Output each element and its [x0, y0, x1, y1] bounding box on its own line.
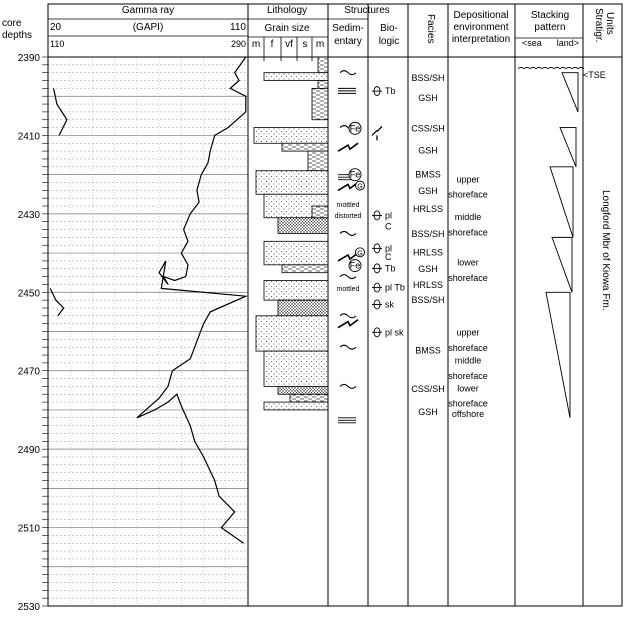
- lithology-bed: [256, 171, 328, 195]
- biologic-label: pl sk: [385, 327, 404, 338]
- stacking-triangle: [546, 292, 570, 417]
- ripple-symbol: [340, 71, 356, 75]
- ripple-symbol: [340, 384, 356, 388]
- ripple-symbol: [340, 345, 356, 349]
- sedimentary-label-1: Sedim-: [332, 23, 364, 34]
- mineral-circle-label: G: [357, 183, 363, 191]
- stacking-triangle: [550, 167, 573, 238]
- interpretation-label: upper: [456, 327, 480, 338]
- lithology-bed: [282, 265, 328, 273]
- tse-surface-label: <TSE: [583, 70, 606, 80]
- interpretation-label: shoreface: [448, 370, 488, 381]
- lithology-bed: [264, 241, 328, 265]
- sedimentary-label-2: entary: [334, 36, 362, 47]
- stacking-pattern-column: [518, 67, 584, 418]
- depositional-label-2: environment: [453, 22, 509, 33]
- ripple-symbol: [340, 231, 356, 235]
- interpretation-label: shoreface: [448, 272, 488, 283]
- biologic-label: C: [385, 251, 392, 262]
- outer-frame: [48, 4, 622, 606]
- depth-label: 2410: [17, 131, 40, 143]
- facies-label: BSS/SH: [411, 72, 445, 83]
- grain-size-label: Grain size: [264, 23, 310, 34]
- column-frame: [48, 4, 622, 606]
- biologic-label: sk: [385, 299, 394, 310]
- trace-fossil-symbol: [372, 127, 382, 141]
- ripple-symbol: [340, 275, 356, 279]
- lithology-bed: [278, 386, 328, 394]
- interpretation-label: shoreface: [448, 227, 488, 238]
- stacking-title-2: pattern: [534, 22, 566, 33]
- lithology-bed: [264, 281, 328, 301]
- stacking-triangle: [562, 73, 578, 112]
- facies-label: BSS/SH: [411, 229, 445, 240]
- grain-class-m2: m: [315, 39, 325, 50]
- interpretation-label: shoreface: [448, 398, 488, 409]
- depth-label: 2530: [17, 602, 40, 613]
- facies-label: HRLSS: [412, 247, 444, 258]
- sedimentary-labels: [335, 202, 362, 293]
- grain-class-vf: vf: [285, 39, 293, 50]
- depth-label: 2490: [17, 445, 40, 457]
- interpretation-label: lower: [457, 257, 479, 268]
- lithology-bed: [264, 402, 328, 410]
- facies-label: GSH: [418, 186, 438, 197]
- interpretation-column: [448, 174, 488, 419]
- lithology-bed: [308, 151, 328, 171]
- lithology-bed: [318, 57, 328, 73]
- lithology-bed: [264, 351, 328, 386]
- facies-label: GSH: [418, 263, 438, 274]
- biologic-label: Tb: [385, 263, 396, 274]
- stratigraphic-title-2: Units: [604, 12, 615, 35]
- gamma-scale-bottom-left: 110: [50, 39, 65, 49]
- flame-symbol: [338, 143, 358, 151]
- stacking-sea: <sea: [522, 38, 542, 48]
- depositional-label-3: interpretation: [451, 34, 511, 45]
- interpretation-label: shoreface: [448, 189, 488, 200]
- stratigraphic-title-1: Stratigr.: [593, 8, 604, 43]
- facies-label: HRLSS: [412, 280, 444, 291]
- biologic-label: pl Tb: [385, 282, 405, 293]
- core-depths-label-2: depths: [2, 30, 33, 41]
- gamma-unit: (GAPI): [132, 22, 164, 33]
- gamma-ray-title: Gamma ray: [121, 5, 175, 16]
- lithology-bed: [256, 316, 328, 351]
- sedimentary-label: mottled: [336, 285, 360, 293]
- biologic-label: Tb: [385, 86, 396, 97]
- biologic-label-2: logic: [378, 36, 400, 47]
- ripple-symbol: [340, 314, 356, 318]
- biologic-label: pl: [385, 243, 393, 254]
- mineral-circle-label: Fe: [349, 123, 361, 134]
- stacking-triangle: [560, 128, 576, 167]
- grain-class-s: s: [302, 39, 308, 50]
- shale-bed: [312, 88, 328, 119]
- depth-label: 2470: [17, 366, 40, 378]
- stacking-title-1: Stacking: [530, 10, 570, 21]
- interpretation-label: upper: [456, 174, 480, 185]
- lithology-bed: [282, 143, 328, 151]
- facies-label: HRLSS: [412, 203, 444, 214]
- lithology-bed: [254, 128, 328, 144]
- lithology-title: Lithology: [266, 5, 308, 16]
- lithology-column: [254, 57, 328, 410]
- biologic-label: C: [385, 221, 392, 232]
- interpretation-label: shoreface: [448, 342, 488, 353]
- flame-symbol: [338, 182, 358, 190]
- sedimentary-label: mottled: [336, 202, 360, 210]
- facies-label: CSS/SH: [411, 383, 445, 394]
- core-depths-label-1: core: [2, 18, 22, 29]
- lithology-bed: [264, 73, 328, 81]
- depth-label: 2430: [17, 209, 40, 221]
- shale-bed: [312, 206, 328, 218]
- flame-symbol: [338, 320, 358, 328]
- facies-column: [411, 73, 445, 417]
- biologic-label-1: Bio-: [380, 23, 398, 34]
- sedimentary-label: distorted: [334, 213, 362, 221]
- facies-label: BMSS: [415, 169, 441, 180]
- biologic-labels: [385, 86, 405, 337]
- gamma-grid: [42, 57, 248, 606]
- gamma-scale-bottom-right: 290: [230, 39, 246, 49]
- gamma-scale-top-left: 20: [50, 22, 62, 33]
- mineral-circle-label: Fe: [349, 169, 361, 180]
- structures-title: Structures: [344, 5, 390, 16]
- stacking-triangle: [552, 237, 572, 292]
- interpretation-label: lower: [457, 383, 479, 394]
- lithology-bed: [278, 218, 328, 234]
- mineral-circle-label: G: [357, 250, 363, 258]
- grain-class-f: f: [270, 39, 274, 50]
- depositional-label-1: Depositional: [453, 10, 509, 21]
- facies-label: GSH: [418, 406, 438, 417]
- lithology-bed: [278, 300, 328, 316]
- biologic-label: pl: [385, 210, 393, 221]
- interpretation-label: middle: [454, 211, 482, 222]
- depth-label: 2450: [17, 288, 40, 300]
- depth-label: 2510: [17, 523, 40, 535]
- lithology-bed: [290, 394, 328, 402]
- stacking-land: land>: [556, 38, 579, 48]
- facies-label: BMSS: [415, 345, 441, 356]
- depth-label: 2390: [17, 53, 40, 64]
- facies-label: GSH: [418, 93, 438, 104]
- tse-wavy-surface: [518, 67, 584, 69]
- interpretation-label: offshore: [451, 408, 485, 419]
- facies-label: CSS/SH: [411, 123, 445, 134]
- interpretation-label: middle: [454, 355, 482, 366]
- facies-title: Facies: [425, 14, 436, 44]
- grain-class-m1: m: [251, 39, 261, 50]
- mineral-circle-label: Fe: [349, 260, 361, 271]
- depth-axis: [18, 53, 41, 613]
- gamma-scale-top-right: 110: [230, 22, 246, 33]
- facies-label: BSS/SH: [411, 295, 445, 306]
- stratigraphic-unit-name: Longford Mbr of Kiowa Fm.: [600, 190, 611, 311]
- facies-label: GSH: [418, 145, 438, 156]
